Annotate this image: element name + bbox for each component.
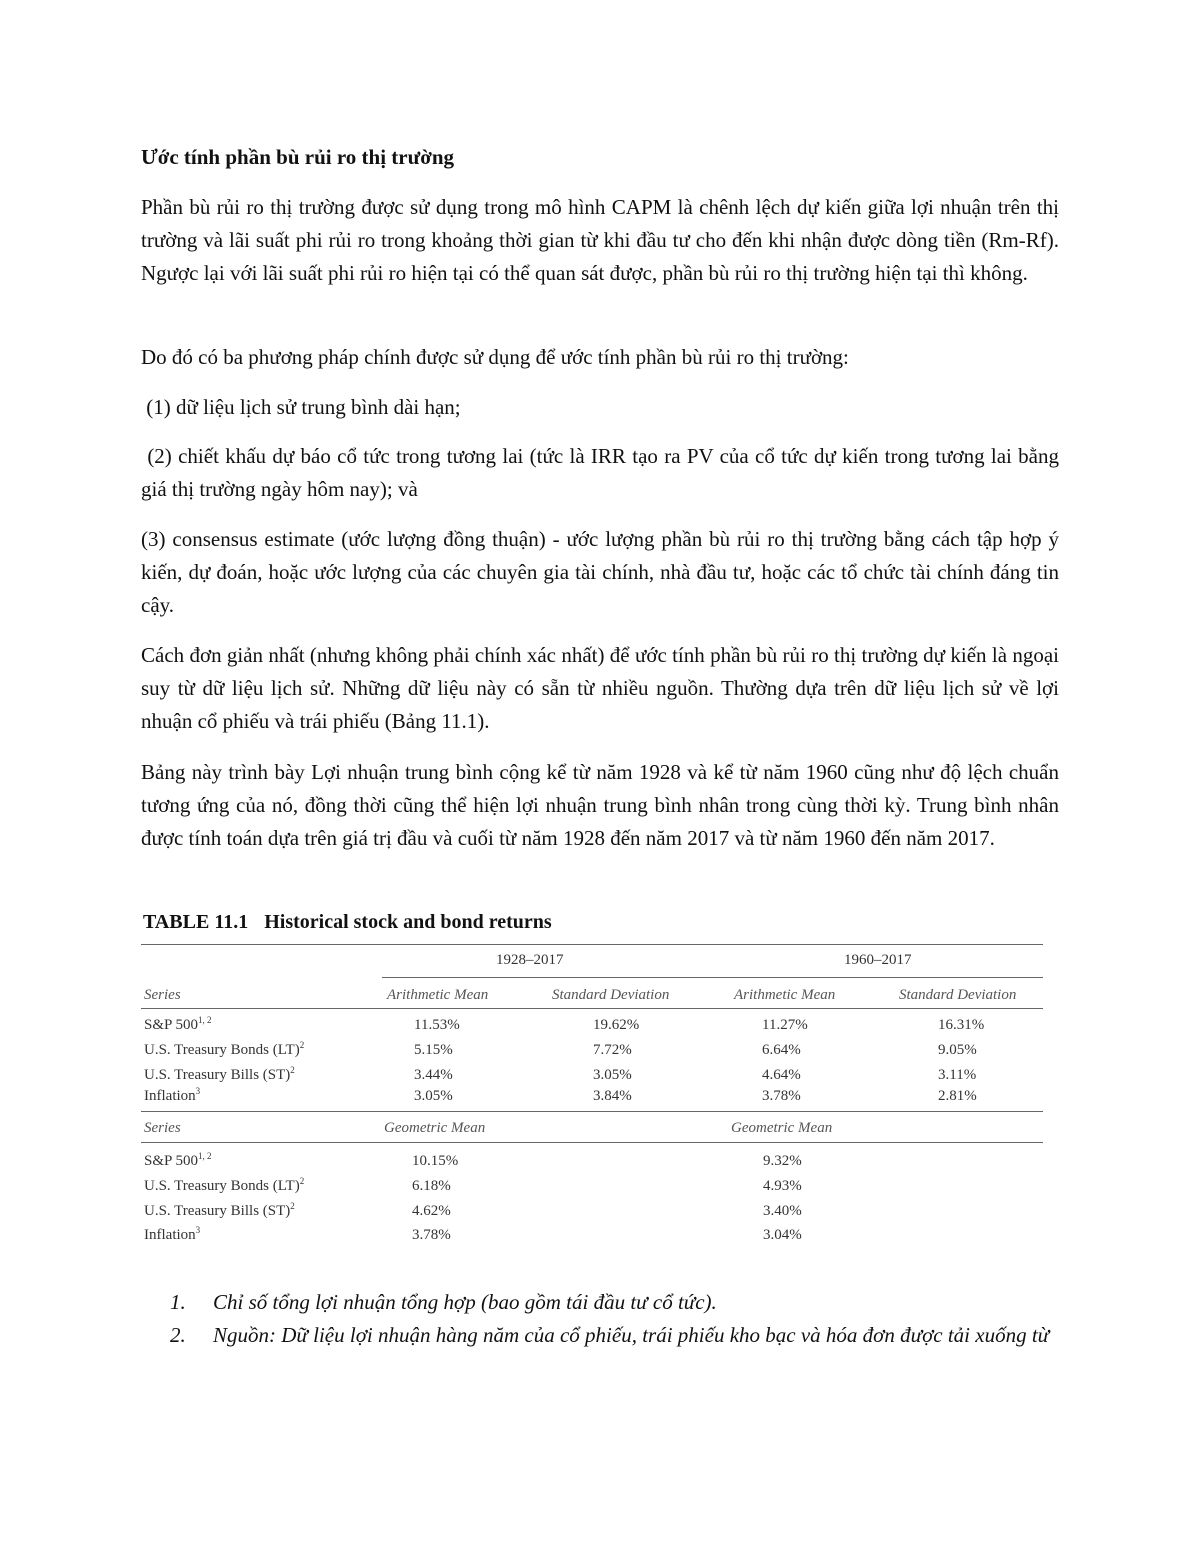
geo-series-header: Series <box>144 1120 181 1136</box>
col-header-arith-1960: Arithmetic Mean <box>734 987 836 1003</box>
period-header-1960: 1960–2017 <box>844 952 912 968</box>
table-title: Historical stock and bond returns <box>264 911 552 933</box>
period-rule <box>382 977 1043 978</box>
footnote-1: 1. Chỉ số tổng lợi nhuận tổng hợp (bao gồm tái đầu tư cổ tức). <box>170 1290 717 1314</box>
table-cell: 4.62% <box>412 1203 451 1219</box>
table-cell: 10.15% <box>412 1153 459 1169</box>
section-rule <box>141 1111 1043 1112</box>
geo-header-1960: Geometric Mean <box>731 1120 833 1136</box>
series-header: Series <box>144 987 181 1003</box>
returns-table <box>141 944 1043 1249</box>
row-label: Inflation$^3$ <box>144 1225 201 1243</box>
paragraph-method-2: (2) chiết khấu dự báo cổ tức trong tương lai (tức là IRR tạo ra PV của cổ tức dự kiến trong tương lai bằng giá thị trường ngày hôm nay); và <box>141 444 1065 501</box>
table-rule-top <box>141 944 1043 945</box>
row-label: U.S. Treasury Bills (ST)$^2$ <box>144 1065 295 1083</box>
footnote-2: 2. Nguồn: Dữ liệu lợi nhuận hàng năm của cổ phiếu, trái phiếu kho bạc và hóa đơn được tải xuống từ <box>170 1323 1050 1347</box>
col-header-sd-1928: Standard Deviation <box>552 987 670 1003</box>
table-cell: 3.78% <box>412 1227 451 1243</box>
table-cell: 3.04% <box>763 1227 802 1243</box>
table-cell: 3.78% <box>762 1088 801 1104</box>
table-cell: 3.11% <box>938 1067 977 1083</box>
table-cell: 2.81% <box>938 1088 977 1104</box>
geo-header-1928: Geometric Mean <box>384 1120 486 1136</box>
table-cell: 3.44% <box>414 1067 453 1083</box>
table-cell: 6.64% <box>762 1042 801 1058</box>
table-cell: 16.31% <box>938 1017 985 1033</box>
period-header-1928: 1928–2017 <box>496 952 564 968</box>
table-cell: 9.05% <box>938 1042 977 1058</box>
table-cell: 11.53% <box>414 1017 460 1033</box>
row-label: S&P 500$^{1, 2}$ <box>144 1015 212 1033</box>
paragraph-table-description: Bảng này trình bày Lợi nhuận trung bình cộng kể từ năm 1928 và kể từ năm 1960 cũng như độ lệch chuẩn tương ứng của nó, đồng thời cũng thể hiện lợi nhuận trung bình nhân trong cùng thời kỳ. Trung bình nhân được tính toán dựa trên giá trị đầu và cuối từ năm 1928 đến năm 2017 và từ năm 1960 đến năm 2017. <box>141 760 1059 850</box>
paragraph-three-methods: Do đó có ba phương pháp chính được sử dụng để ước tính phần bù rủi ro thị trường: <box>141 345 849 369</box>
table-cell: 11.27% <box>762 1017 808 1033</box>
row-label: S&P 500$^{1, 2}$ <box>144 1151 212 1169</box>
row-label: U.S. Treasury Bonds (LT)$^2$ <box>144 1176 305 1194</box>
row-label: U.S. Treasury Bills (ST)$^2$ <box>144 1201 295 1219</box>
table-cell: 9.32% <box>763 1153 802 1169</box>
section-heading: Ước tính phần bù rủi ro thị trường <box>141 145 455 169</box>
paragraph-historical-data: Cách đơn giản nhất (nhưng không phải chính xác nhất) để ước tính phần bù rủi ro thị trường dự kiến là ngoại suy từ dữ liệu lịch sử. Những dữ liệu này có sẵn từ nhiều nguồn. Thường dựa trên dữ liệu lịch sử về lợi nhuận cổ phiếu và trái phiếu (Bảng 11.1). <box>141 643 1059 733</box>
table-cell: 3.05% <box>593 1067 632 1083</box>
row-label: Inflation$^3$ <box>144 1086 201 1104</box>
paragraph-method-1: (1) dữ liệu lịch sử trung bình dài hạn; <box>141 395 461 419</box>
table-cell: 3.40% <box>763 1203 802 1219</box>
table-cell: 3.05% <box>414 1088 453 1104</box>
col-header-arith-1928: Arithmetic Mean <box>387 987 489 1003</box>
table-cell: 6.18% <box>412 1178 451 1194</box>
paragraph-method-3: (3) consensus estimate (ước lượng đồng thuận) - ước lượng phần bù rủi ro thị trường bằng cách tập hợp ý kiến, dự đoán, hoặc ước lượng của các chuyên gia tài chính, nhà đầu tư, hoặc các tổ chức tài chính đáng tin cậy. <box>141 527 1059 617</box>
table-cell: 7.72% <box>593 1042 632 1058</box>
table-cell: 5.15% <box>414 1042 453 1058</box>
table-cell: 3.84% <box>593 1088 632 1104</box>
table-label: TABLE 11.1 <box>143 911 249 933</box>
table-cell: 4.93% <box>763 1178 802 1194</box>
col-header-sd-1960: Standard Deviation <box>899 987 1017 1003</box>
row-label: U.S. Treasury Bonds (LT)$^2$ <box>144 1040 305 1058</box>
header-rule <box>141 1008 1043 1009</box>
geo-header-rule <box>141 1142 1043 1143</box>
paragraph-market-risk-premium: Phần bù rủi ro thị trường được sử dụng trong mô hình CAPM là chênh lệch dự kiến giữa lợi nhuận trên thị trường và lãi suất phi rủi ro trong khoảng thời gian từ khi đầu tư cho đến khi nhận được dòng tiền (Rm-Rf). Ngược lại với lãi suất phi rủi ro hiện tại có thể quan sát được, phần bù rủi ro thị trường hiện tại thì không. <box>141 195 1059 285</box>
table-cell: 4.64% <box>762 1067 801 1083</box>
table-caption <box>143 911 552 934</box>
table-cell: 19.62% <box>593 1017 640 1033</box>
